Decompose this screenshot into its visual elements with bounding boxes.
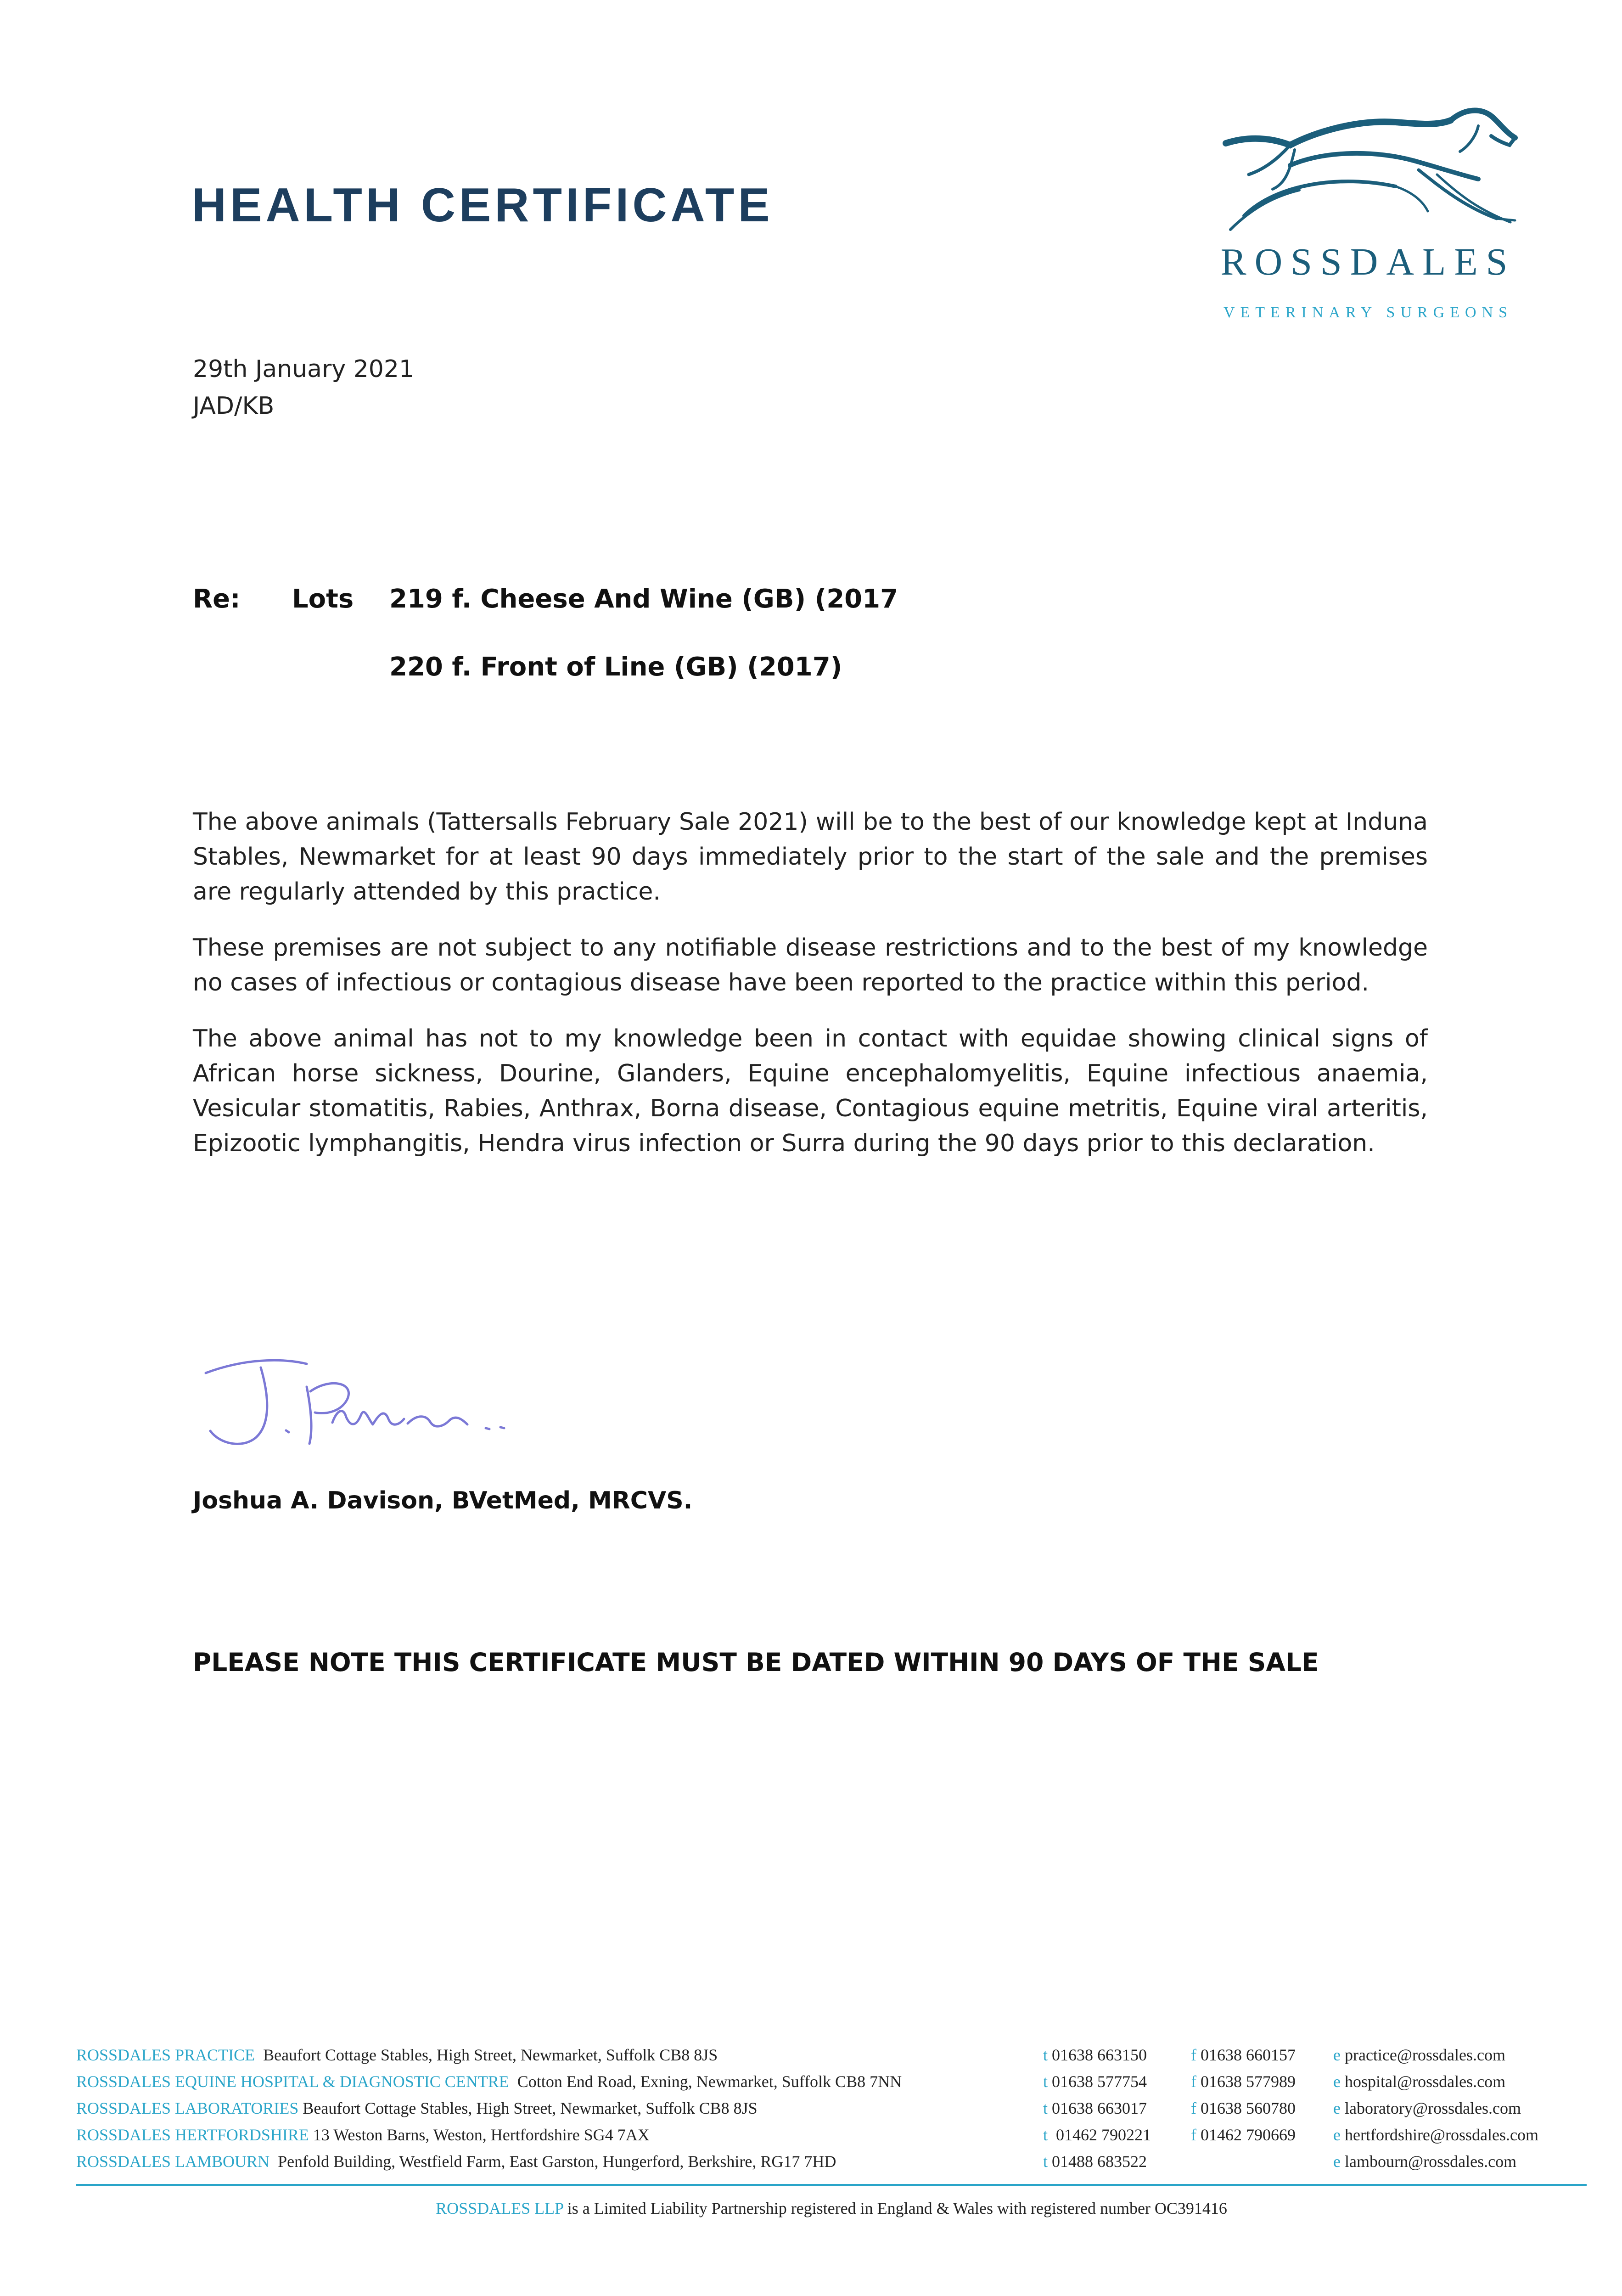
body-paragraph: These premises are not subject to any notifiable disease restrictions and to the best of my knowledge no cases of infectious or contagious disease have been reported to the practice within this period. xyxy=(193,934,1428,996)
footer-practice-name: ROSSDALES EQUINE HOSPITAL & DIAGNOSTIC CENTRE xyxy=(76,2072,509,2091)
footer-email: practice@rossdales.com xyxy=(1344,2046,1505,2064)
handwritten-signature xyxy=(192,1345,550,1465)
footer-address: Penfold Building, Westfield Farm, East Garston, Hungerford, Berkshire, RG17 7HD xyxy=(278,2152,836,2171)
footer-address: Beaufort Cottage Stables, High Street, Newmarket, Suffolk CB8 8JS xyxy=(263,2046,718,2064)
body-paragraph: The above animal has not to my knowledge been in contact with equidae showing clinical signs of African horse sickness, Dourine, Glanders, Equine encephalomyelitis, Equine infectious anaemia, Vesicular stomatitis, Rabies, Anthrax, Borna disease, Contagious equine metritis, Equine viral arteritis, Epizootic lymphangitis, Hendra virus infection or Surra during the 90 days prior to this declaration. xyxy=(193,1025,1428,1157)
footer-telephone: 01638 663150 xyxy=(1052,2046,1147,2064)
fax-prefix: f xyxy=(1191,2072,1196,2091)
footer-fax: 01462 790669 xyxy=(1201,2126,1296,2144)
footer-address: Beaufort Cottage Stables, High Street, Newmarket, Suffolk CB8 8JS xyxy=(303,2099,758,2117)
footer-email: laboratory@rossdales.com xyxy=(1344,2099,1521,2117)
footer-address: Cotton End Road, Exning, Newmarket, Suffolk CB8 7NN xyxy=(517,2072,902,2091)
body-paragraph: The above animals (Tattersalls February Sale 2021) will be to the best of our knowledge kept at Induna Stables, Newmarket for at least 90 days immediately prior to the start of the sale and the premises are regularly attended by this practice. xyxy=(193,808,1428,906)
lots-label: Lots xyxy=(292,584,354,614)
fax-prefix: f xyxy=(1191,2099,1196,2117)
footer-practice-name: ROSSDALES LAMBOURN xyxy=(76,2152,270,2171)
footer-fax: 01638 577989 xyxy=(1201,2072,1296,2091)
footer-address: 13 Weston Barns, Weston, Hertfordshire SG4 7AX xyxy=(313,2126,650,2144)
certificate-body xyxy=(193,805,1428,1182)
tel-prefix: t xyxy=(1043,2099,1048,2117)
lot-item: 219 f. Cheese And Wine (GB) (2017 xyxy=(389,584,898,614)
legal-text: is a Limited Liability Partnership registered in England & Wales with registered number OC391416 xyxy=(567,2199,1227,2217)
tel-prefix: t xyxy=(1043,2072,1048,2091)
tel-prefix: t xyxy=(1043,2046,1048,2064)
footer-practice-name: ROSSDALES HERTFORDSHIRE xyxy=(76,2126,309,2144)
footer-row xyxy=(76,2072,1587,2099)
email-prefix: e xyxy=(1333,2099,1341,2117)
fax-prefix: f xyxy=(1191,2126,1196,2144)
legal-notice xyxy=(76,2199,1587,2218)
letter-date: 29th January 2021 xyxy=(193,355,415,383)
footer-row xyxy=(76,2152,1587,2178)
footer-practice-name: ROSSDALES PRACTICE xyxy=(76,2046,255,2064)
lot-item: 220 f. Front of Line (GB) (2017) xyxy=(389,652,842,682)
footer-telephone: 01462 790221 xyxy=(1056,2126,1151,2144)
letter-reference: JAD/KB xyxy=(193,392,275,420)
important-note: PLEASE NOTE THIS CERTIFICATE MUST BE DATED WITHIN 90 DAYS OF THE SALE xyxy=(193,1648,1319,1677)
footer-row xyxy=(76,2099,1587,2125)
footer-fax: 01638 660157 xyxy=(1201,2046,1296,2064)
footer-email: hertfordshire@rossdales.com xyxy=(1344,2126,1539,2144)
footer-email: hospital@rossdales.com xyxy=(1344,2072,1506,2091)
footer-telephone: 01638 577754 xyxy=(1052,2072,1147,2091)
tel-prefix: t xyxy=(1043,2152,1048,2171)
email-prefix: e xyxy=(1333,2046,1341,2064)
signer-name: Joshua A. Davison, BVetMed, MRCVS. xyxy=(193,1487,693,1514)
galloping-horse-logo-icon xyxy=(1221,106,1520,243)
fax-prefix: f xyxy=(1191,2046,1196,2064)
footer-divider xyxy=(76,2184,1587,2186)
footer-contacts xyxy=(76,2045,1587,2178)
footer-email: lambourn@rossdales.com xyxy=(1344,2152,1517,2171)
footer-telephone: 01488 683522 xyxy=(1052,2152,1147,2171)
footer-practice-name: ROSSDALES LABORATORIES xyxy=(76,2099,299,2117)
rossdales-logo xyxy=(1212,106,1524,335)
footer-fax: 01638 560780 xyxy=(1201,2099,1296,2117)
logo-tagline: VETERINARY SURGEONS xyxy=(1223,304,1513,321)
re-label: Re: xyxy=(193,584,241,614)
logo-wordmark: ROSSDALES xyxy=(1220,241,1516,283)
email-prefix: e xyxy=(1333,2152,1341,2171)
page-title: HEALTH CERTIFICATE xyxy=(192,179,774,232)
footer-row xyxy=(76,2125,1587,2152)
tel-prefix: t xyxy=(1043,2126,1048,2144)
legal-company-name: ROSSDALES LLP xyxy=(436,2199,563,2217)
email-prefix: e xyxy=(1333,2072,1341,2091)
email-prefix: e xyxy=(1333,2126,1341,2144)
footer-row xyxy=(76,2045,1587,2072)
footer-telephone: 01638 663017 xyxy=(1052,2099,1147,2117)
